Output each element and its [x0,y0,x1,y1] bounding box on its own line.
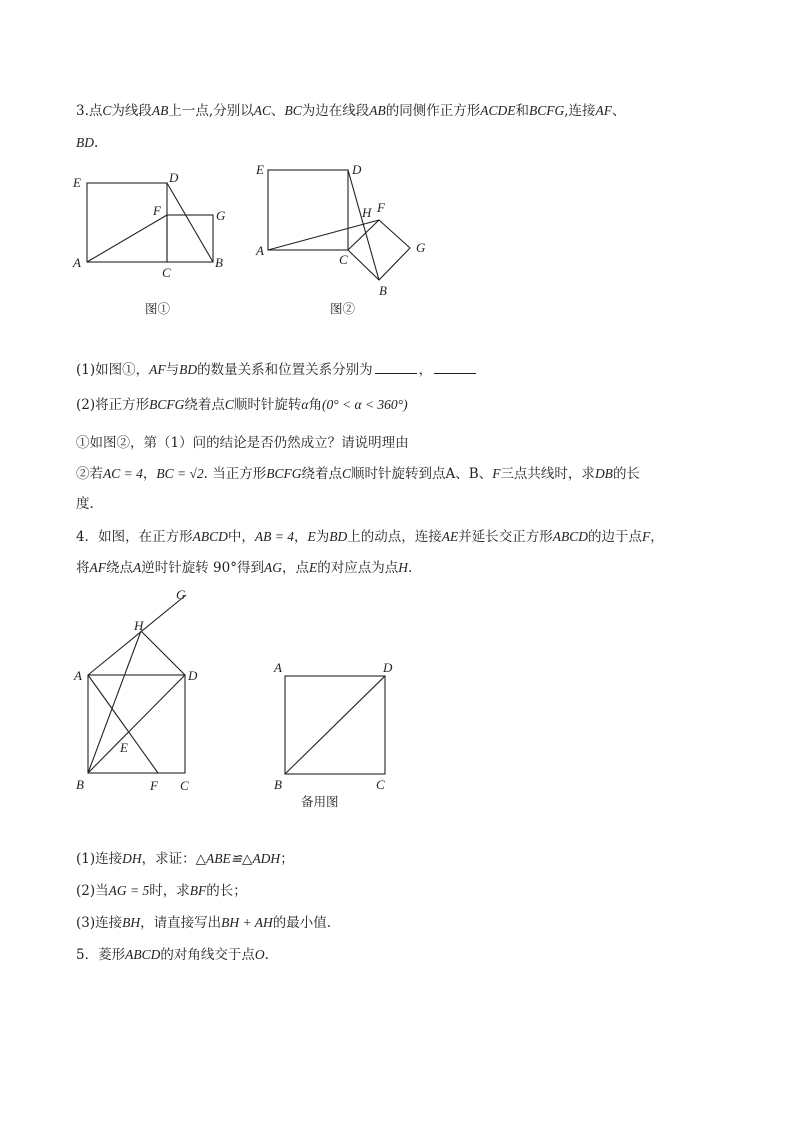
fig1-caption: 图① [145,301,171,316]
label-g-q4: G [176,587,186,602]
q4-part-3: (3)连接BH，请直接写出BH + AH的最小值. [76,915,332,931]
q3-part-2-2-cont: 度. [76,496,94,512]
segment-af-2 [268,220,379,250]
q4-part-2: (2)当AG = 5时，求BF的长； [76,883,247,899]
label-a-2: A [256,243,264,258]
label-h-2: H [362,205,372,220]
label-g-2: G [416,240,426,255]
label-f-q4: F [150,778,158,793]
q4-figure-spare [270,655,400,815]
label-c-spare: C [376,777,385,792]
q5-line-1: 5．菱形ABCD的对角线交于点O. [76,947,269,963]
q3-part-2-1: ①如图②，第（1）问的结论是否仍然成立？请说明理由 [76,435,409,451]
label-c-q4: C [180,778,189,793]
q3-figure-2 [252,160,442,340]
segment-ag [88,595,186,675]
q3-part-1: (1)如图①，AF与BD的数量关系和位置关系分别为 ， [76,361,478,379]
q3-figure-1 [70,165,240,325]
fig2-caption: 图② [330,301,356,316]
diagonal-bd-spare [285,676,385,774]
q4-line-2: 将AF绕点A逆时针旋转 90°得到AG，点E的对应点为点H. [76,560,413,576]
label-c: C [162,265,171,280]
label-d: D [169,170,179,185]
label-e-2: E [256,162,264,177]
label-e-q4: E [120,740,128,755]
label-e: E [73,175,81,190]
label-f-2: F [377,200,385,215]
q3-line-2: BD. [76,135,99,151]
answer-blank-1[interactable] [375,361,417,374]
square-acde-2 [268,170,348,250]
label-g: G [216,208,226,223]
label-f: F [153,203,161,218]
diagonal-bd [88,675,185,773]
segment-hb [88,631,141,773]
label-h-q4: H [134,618,144,633]
segment-af-q4 [88,675,158,773]
label-d-spare: D [383,660,393,675]
q4-line-1: 4．如图，在正方形ABCD中，AB = 4，E为BD上的动点，连接AE并延长交正方形ABCD的边于点F， [76,529,664,545]
label-b-spare: B [274,777,282,792]
q3-part-2-2: ②若AC = 4，BC = √2. 当正方形BCFG绕着点C顺时针旋转到点A、B、F三点共线时，求DB的长 [76,466,640,482]
q4-part-1: (1)连接DH，求证：△ABE≌△ADH； [76,851,294,867]
label-d-q4: D [188,668,198,683]
q4-figure-main [68,585,228,800]
label-a: A [73,255,81,270]
segment-bd [167,183,213,262]
square-bcfg-rotated [348,220,410,280]
q3-part-2: (2)将正方形BCFG绕着点C顺时针旋转α角(0° < α < 360°) [76,397,408,413]
segment-hd [141,631,185,675]
label-a-q4: A [74,668,82,683]
label-d-2: D [352,162,362,177]
label-b-2: B [379,283,387,298]
spare-caption: 备用图 [301,794,339,809]
q3-line-1: 3.点C为线段AB上一点,分别以AC、BC为边在线段AB的同侧作正方形ACDE和BCFG,连接AF、 [76,103,626,119]
label-b: B [215,255,223,270]
segment-af [87,215,167,262]
label-b-q4: B [76,777,84,792]
answer-blank-2[interactable] [434,361,476,374]
label-a-spare: A [274,660,282,675]
label-c-2: C [339,252,348,267]
